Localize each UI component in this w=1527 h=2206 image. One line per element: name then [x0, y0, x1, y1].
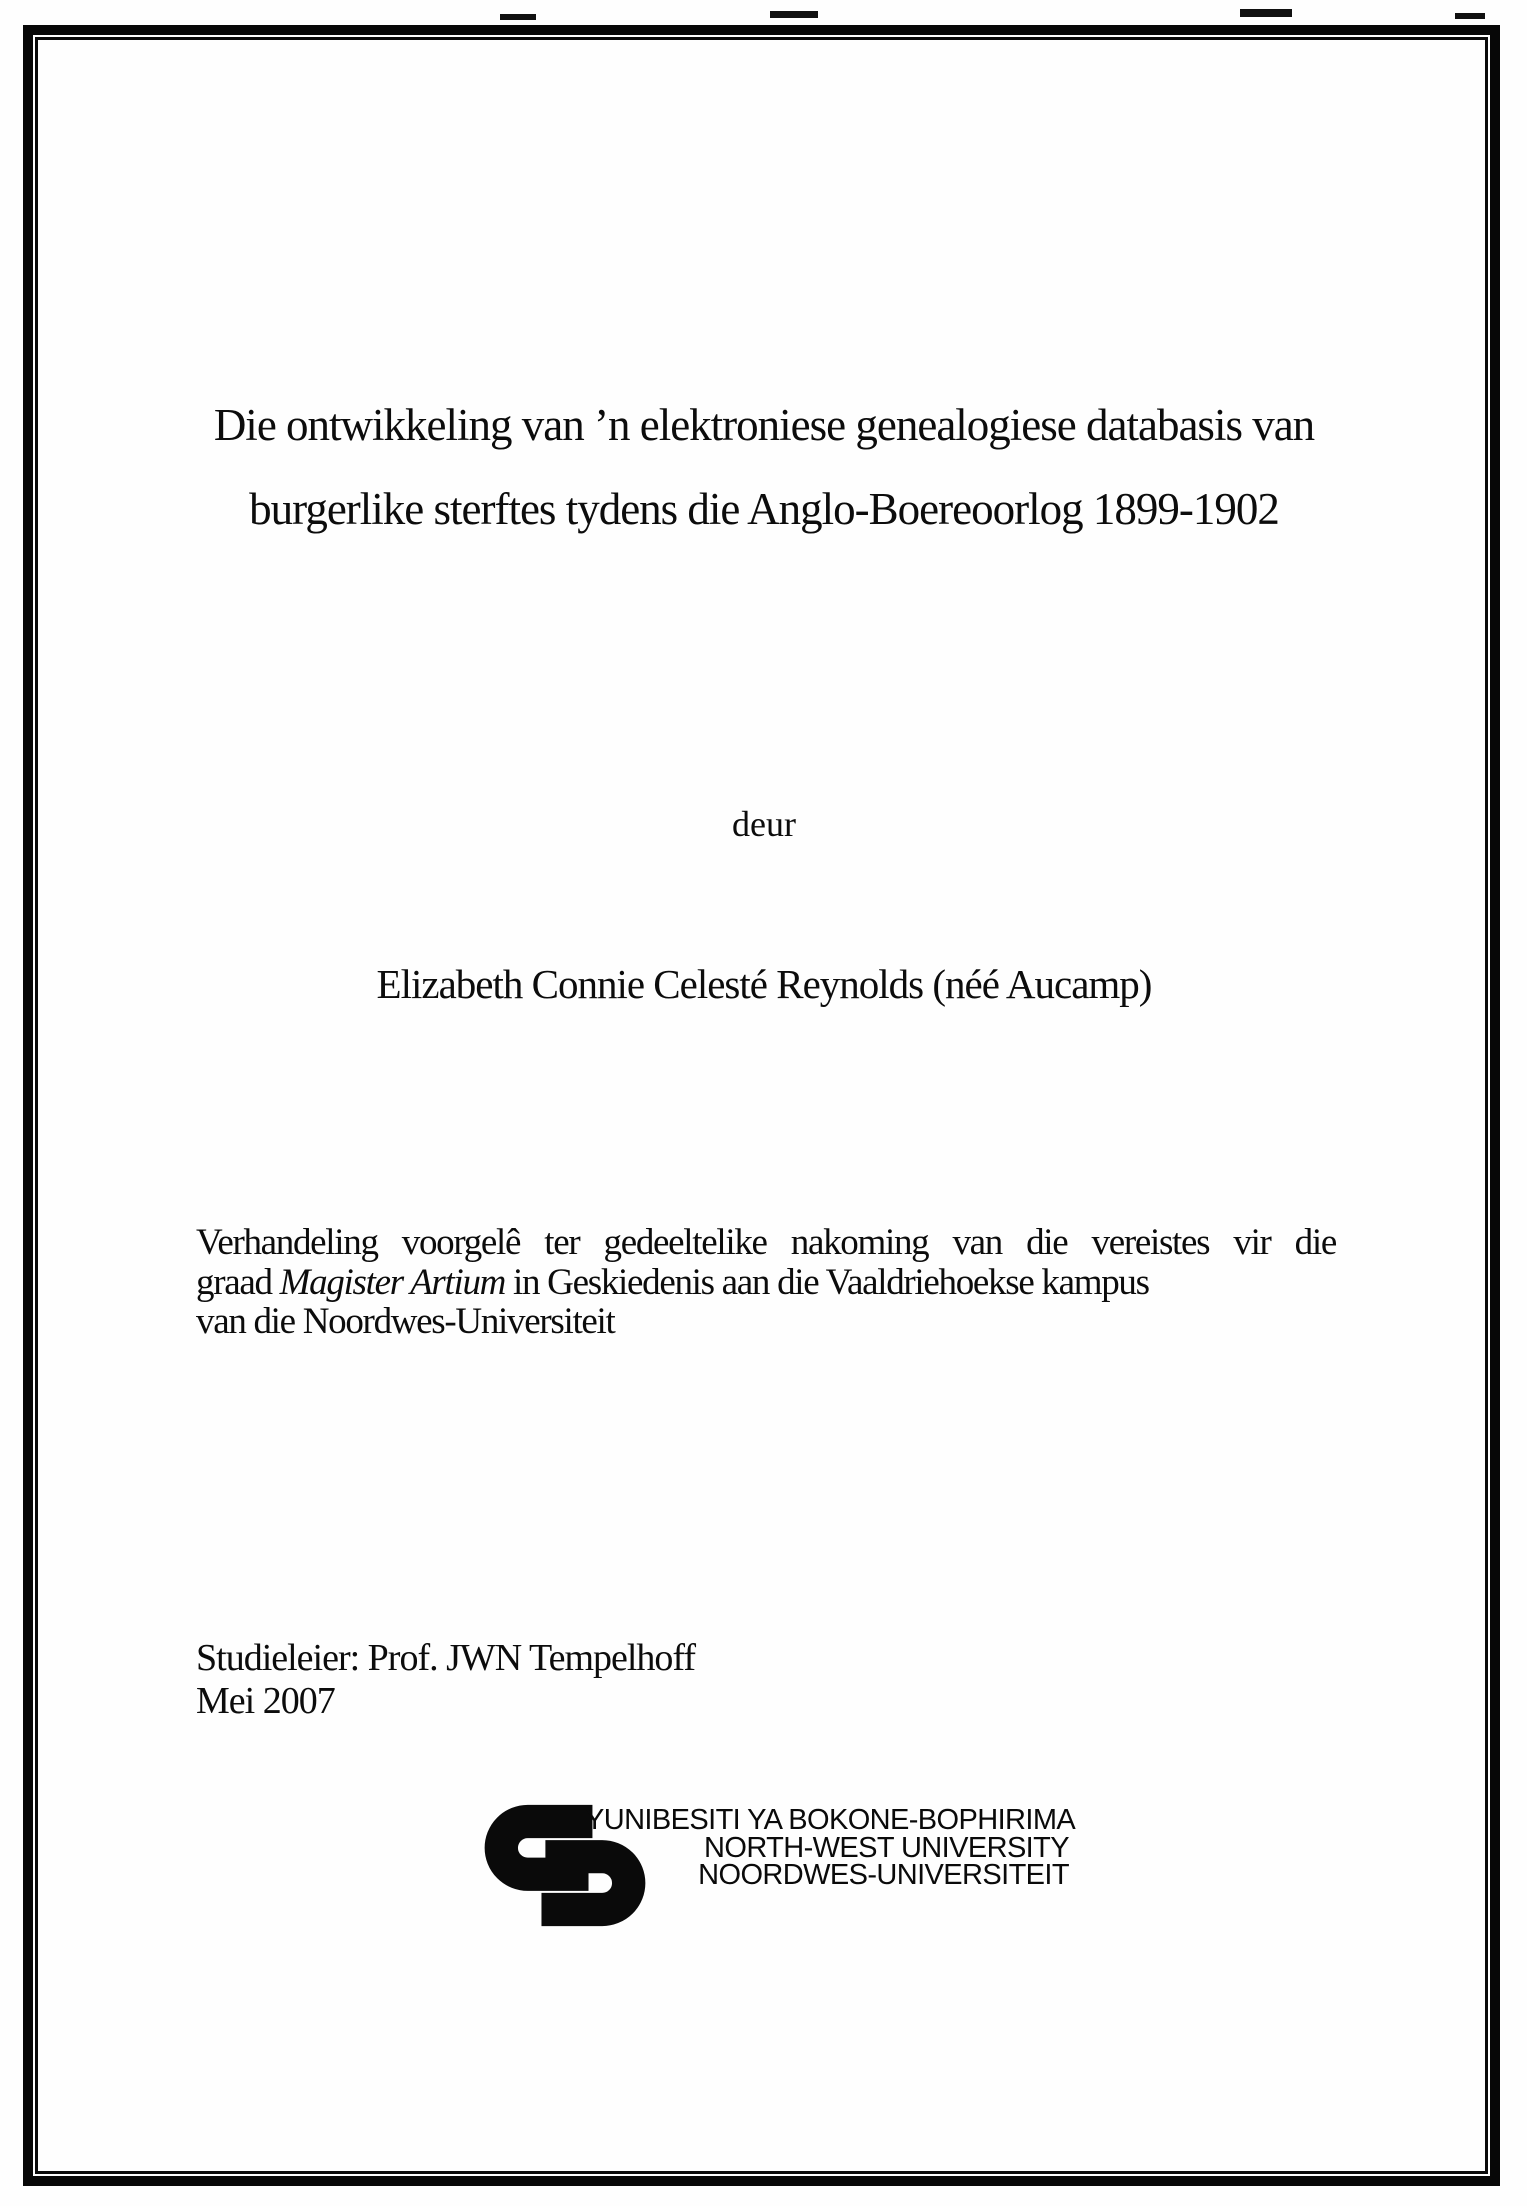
degree-statement-line2-suffix: in Geskiedenis aan die Vaaldriehoekse kampus	[505, 1261, 1149, 1303]
logo-text-line2: NORTH-WEST UNIVERSITY	[704, 1831, 1069, 1864]
scan-artifact	[1455, 13, 1485, 19]
logo-text-line1: YUNIBESITI YA BOKONE-BOPHIRIMA	[585, 1804, 1076, 1836]
degree-statement-line2-prefix: graad	[196, 1261, 280, 1303]
date-line: Mei 2007	[196, 1680, 335, 1722]
supervisor-block	[196, 1637, 695, 1723]
scan-artifact	[1240, 9, 1292, 17]
byline: deur	[732, 804, 796, 844]
degree-statement-line3: van die Noordwes-Universiteit	[196, 1301, 615, 1342]
university-logo-text	[585, 1804, 1076, 1891]
scan-artifact	[500, 14, 536, 20]
logo-text-line3: NOORDWES-UNIVERSITEIT	[698, 1859, 1069, 1891]
thesis-title-line2: burgerlike sterftes tydens die Anglo-Boereoorlog 1899-1902	[249, 484, 1279, 534]
degree-statement	[196, 1223, 1336, 1342]
degree-statement-line2	[196, 1263, 1336, 1303]
supervisor-line: Studieleier: Prof. JWN Tempelhoff	[196, 1637, 696, 1679]
thesis-title-line1: Die ontwikkeling van ’n elektroniese genealogiese databasis van	[213, 400, 1315, 450]
author-name: Elizabeth Connie Celesté Reynolds (néé Aucamp)	[376, 961, 1152, 1007]
degree-name-italic: Magister Artium	[279, 1261, 506, 1303]
scan-artifact	[770, 11, 818, 18]
university-logo	[467, 1798, 1077, 1933]
degree-statement-line1: Verhandeling voorgelê ter gedeeltelike nakoming van die vereistes vir die	[196, 1222, 1336, 1263]
thesis-title	[96, 383, 1432, 551]
